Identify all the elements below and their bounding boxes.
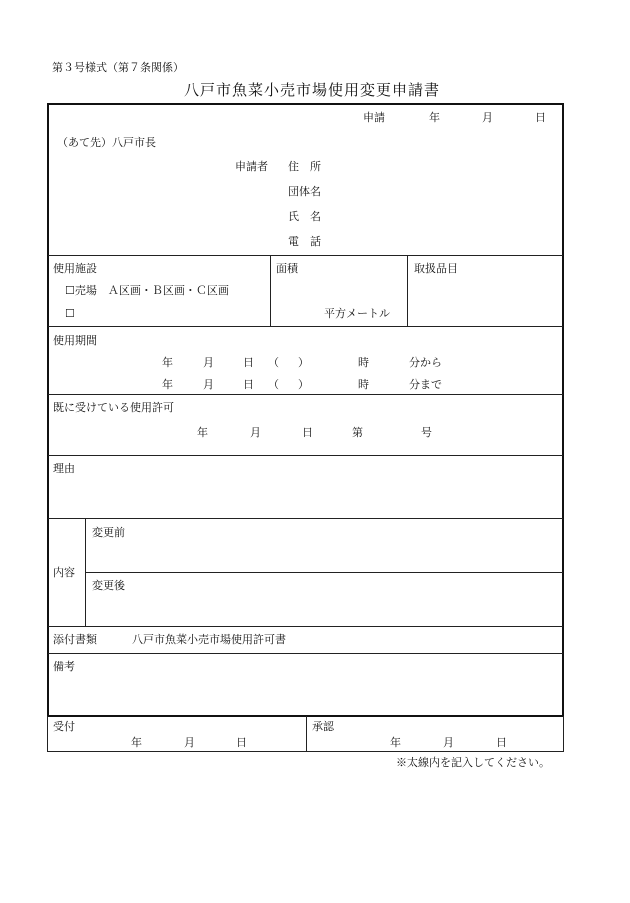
page-title: 八戸市魚菜小売市場使用変更申請書 [184, 81, 441, 99]
items-label: 取扱品目 [414, 262, 458, 275]
period-to-month: 月 [203, 378, 214, 391]
applicant-address-label: 住 所 [288, 160, 321, 173]
permit-year: 年 [197, 426, 208, 439]
period-from-minute: 分から [409, 356, 442, 369]
facility-option-stall: ☐売場 Ａ区画・Ｂ区画・Ｃ区画 [65, 284, 229, 297]
period-to-minute: 分まで [409, 378, 442, 391]
applied-year: 年 [429, 111, 440, 124]
period-to-paren-open: （ [268, 378, 279, 391]
period-label: 使用期間 [53, 334, 97, 347]
period-from-day: 日 [243, 356, 254, 369]
permit-month: 月 [250, 426, 261, 439]
attachment-label: 添付書類 [53, 633, 97, 646]
attachment-value: 八戸市魚菜小売市場使用許可書 [132, 633, 286, 646]
received-day: 日 [236, 736, 247, 749]
applied-month: 月 [482, 111, 493, 124]
period-from-paren-open: （ [268, 356, 279, 369]
period-to-paren-close: ） [298, 378, 309, 391]
content-after-label: 変更後 [92, 579, 125, 592]
received-month: 月 [184, 736, 195, 749]
permit-day: 日 [302, 426, 313, 439]
approved-month: 月 [443, 736, 454, 749]
content-before-label: 変更前 [92, 526, 125, 539]
reason-label: 理由 [53, 462, 75, 475]
period-to-hour: 時 [358, 378, 369, 391]
permit-label: 既に受けている使用許可 [53, 401, 174, 414]
applicant-label: 申請者 [235, 160, 268, 173]
period-from-paren-close: ） [298, 356, 309, 369]
period-to-year: 年 [162, 378, 173, 391]
addressee: （あて先）八戸市長 [57, 136, 156, 149]
period-to-day: 日 [243, 378, 254, 391]
form-number: 第３号様式（第７条関係） [52, 61, 184, 74]
area-label: 面積 [276, 262, 298, 275]
approved-year: 年 [390, 736, 401, 749]
permit-number-suffix: 号 [421, 426, 432, 439]
applied-label: 申請 [363, 111, 385, 124]
area-unit: 平方メートル [324, 307, 390, 320]
approved-day: 日 [496, 736, 507, 749]
facility-label: 使用施設 [53, 262, 97, 275]
remarks-label: 備考 [53, 660, 75, 673]
applied-day: 日 [535, 111, 546, 124]
period-from-month: 月 [203, 356, 214, 369]
period-from-hour: 時 [358, 356, 369, 369]
received-year: 年 [131, 736, 142, 749]
permit-number-prefix: 第 [352, 426, 363, 439]
approved-label: 承認 [312, 720, 334, 733]
period-from-year: 年 [162, 356, 173, 369]
applicant-name-label: 氏 名 [288, 210, 321, 223]
received-label: 受付 [53, 720, 75, 733]
applicant-phone-label: 電 話 [288, 235, 321, 248]
content-label: 内容 [53, 566, 75, 579]
facility-option-other: ☐ [65, 307, 75, 320]
applicant-organization-label: 団体名 [288, 185, 321, 198]
footer-note: ※太線内を記入してください。 [396, 756, 550, 769]
